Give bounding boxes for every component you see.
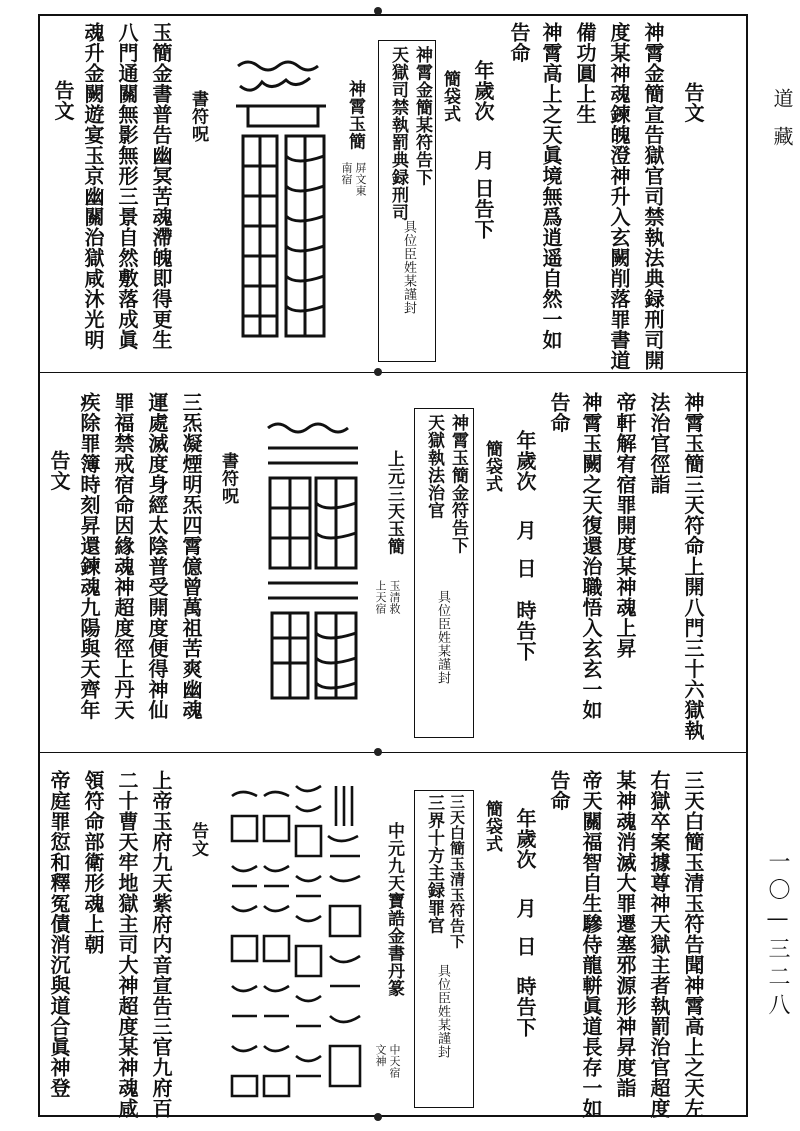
s2-book-label: 書符呪 xyxy=(218,452,238,505)
s3-talisman-icon xyxy=(226,776,366,1106)
divider-dot xyxy=(374,748,382,756)
s2-col-0: 神霄玉簡三天符命上開八門三十六獄執 xyxy=(681,392,705,741)
s2-time: 時告下 xyxy=(513,600,537,662)
s3-col-3: 帝天關福智自生驂侍龍軿眞道長存一如 xyxy=(579,770,603,1119)
s1-col-0: 告文 xyxy=(681,82,705,123)
s3-col-1: 右獄卒案據尊神天獄主者執罰治官超度 xyxy=(647,770,671,1119)
s3-book-line-1: 二十曹天牢地獄主司大神超度某神魂咸 xyxy=(115,770,139,1119)
s1-talisman-icon xyxy=(228,56,338,346)
s1-end-label: 告文 xyxy=(51,80,75,121)
s1-col-2: 度某神魂鍊魄澄神升入玄闕削落罪書道 xyxy=(607,22,631,371)
s2-col-2: 帝軒解宥宿罪開度某神魂上昇 xyxy=(613,392,637,659)
s2-seal-small: 具位臣姓某謹封 xyxy=(435,590,450,685)
s1-jade-label: 神霄玉簡 xyxy=(345,80,365,150)
s1-col-4: 神霄高上之天眞境無爲逍遥自然一如 xyxy=(539,22,563,350)
s1-book-line-0: 玉簡金書普告幽冥苦魂滯魄即得更生 xyxy=(149,22,173,350)
s2-jade-small: 上天宿 xyxy=(374,580,387,615)
s1-book-label: 書符呪 xyxy=(188,90,208,143)
s3-book-line-3: 帝庭罪愆和釋冤債消沉與道合眞神登 xyxy=(47,770,71,1098)
s1-year: 年歲次 xyxy=(471,60,495,122)
s3-seal-line-1: 三界十方主録罪官 xyxy=(424,794,444,934)
s3-jade-small: 中天宿 xyxy=(388,1044,401,1079)
s3-seal-small: 具位臣姓某謹封 xyxy=(435,964,450,1059)
s1-bag-label: 簡袋式 xyxy=(440,70,460,123)
s2-end-label: 告文 xyxy=(47,450,71,491)
s1-jade-small: 屏文東 xyxy=(354,162,367,197)
s1-seal-small: 具位臣姓某謹封 xyxy=(401,220,416,315)
s2-month: 月 xyxy=(513,520,537,541)
s1-seal-line-0: 神霄金簡某符告下 xyxy=(412,46,432,186)
s2-seal-line-0: 神霄玉簡金符告下 xyxy=(448,414,468,554)
s1-book-line-2: 魂升金闕遊宴玉京幽關治獄咸沐光明 xyxy=(81,22,105,350)
s3-day: 日 xyxy=(513,936,537,957)
s1-col-5: 告命 xyxy=(507,22,531,63)
s1-col-1: 神霄金簡宣告獄官司禁執法典録刑司開 xyxy=(641,22,665,371)
s2-talisman-icon xyxy=(258,418,368,708)
s1-book-line-1: 八門通關無影無形三景自然敷落成眞 xyxy=(115,22,139,350)
s3-jade-small2: 文神 xyxy=(374,1044,387,1067)
s2-book-line-3: 疾除罪簿時刻昇還鍊魂九陽與天齊年 xyxy=(77,392,101,720)
s3-month: 月 xyxy=(513,898,537,919)
s2-book-line-1: 運處滅度身經太陰普受開度便得神仙 xyxy=(145,392,169,720)
margin-title: 道藏 xyxy=(770,88,794,164)
section-divider-2 xyxy=(38,752,748,753)
s3-col-4: 告命 xyxy=(547,770,571,811)
s3-jade-label: 中元九天寶誥金書丹篆 xyxy=(384,822,404,997)
s2-bag-label: 簡袋式 xyxy=(482,440,502,493)
section-divider-1 xyxy=(38,372,748,373)
s3-time: 時告下 xyxy=(513,976,537,1038)
s1-month: 月 xyxy=(471,150,495,171)
s3-col-0: 三天白簡玉清玉符告聞神霄高上之天左 xyxy=(681,770,705,1119)
s2-book-line-0: 三炁凝煙明炁四霄億曾萬祖苦爽幽魂 xyxy=(179,392,203,720)
s2-jade-small2: 玉清救 xyxy=(388,580,401,615)
s2-col-4: 告命 xyxy=(547,392,571,433)
s2-col-1: 法治官徑詣 xyxy=(647,392,671,495)
s3-book-line-2: 領符命部衛形魂上朝 xyxy=(81,770,105,955)
s2-day: 日 xyxy=(513,558,537,579)
page-number: 一〇—三二八 xyxy=(765,850,790,1021)
s1-jade-small2: 南宿 xyxy=(340,162,353,185)
s3-seal-line-0: 三天白簡玉清玉符告下 xyxy=(448,794,466,949)
s3-year: 年歲次 xyxy=(513,808,537,870)
divider-dot xyxy=(374,368,382,376)
s3-book-label: 告文 xyxy=(188,822,208,857)
s2-jade-label: 上元三天玉簡 xyxy=(384,450,404,555)
s3-bag-label: 簡袋式 xyxy=(482,800,502,853)
s1-col-3: 備功圓上生 xyxy=(573,22,597,125)
s3-col-2: 某神魂消滅大罪遷塞邪源形神昇度詣 xyxy=(613,770,637,1098)
divider-dot xyxy=(374,1113,382,1121)
s2-col-3: 神霄玉闕之天復還治職悟入玄玄一如 xyxy=(579,392,603,720)
s2-seal-line-1: 天獄執法治官 xyxy=(424,414,444,519)
s2-book-line-2: 罪福禁戒宿命因緣魂神超度徑上丹天 xyxy=(111,392,135,720)
s3-book-line-0: 上帝玉府九天紫府内音宣告三官九府百 xyxy=(149,770,173,1119)
s2-year: 年歲次 xyxy=(513,430,537,492)
s1-seal-line-1: 天獄司禁執罰典録刑司 xyxy=(388,46,408,221)
s1-day: 日告下 xyxy=(471,178,495,240)
divider-dot xyxy=(374,7,382,15)
